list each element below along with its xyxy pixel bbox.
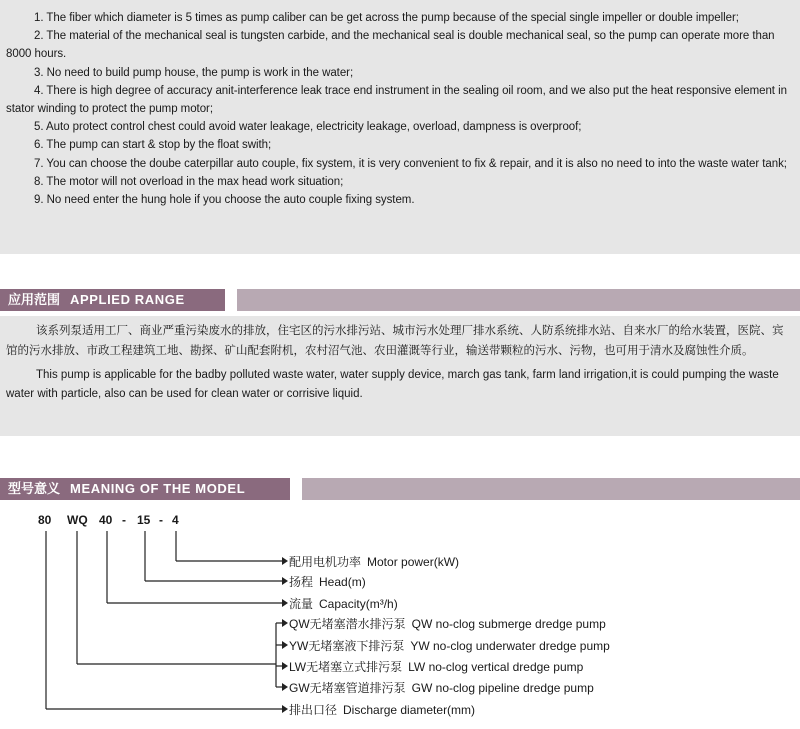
applied-range-header <box>0 289 800 311</box>
model-legend-row: 扬程 Head(m) <box>289 575 366 589</box>
model-code-type: WQ <box>67 513 88 527</box>
applied-range-text-zh: 该系列泵适用工厂、商业严重污染废水的排放，住宅区的污水排污站、城市污水处理厂排水系统、人防系统排水站、自来水厂的给水装置，医院、宾馆的污水排放、市政工程建筑工地、勘探、矿山配套附机，农村沼气池、农田灌溉等行业，输送带颗粒的污水、污物，也可用于清水及腐蚀性介质。 <box>6 325 784 357</box>
feature-item: 2. The material of the mechanical seal is tungsten carbide, and the mechanical seal is double mechanical seal, so the pump can operate more than 8000 hours. <box>6 30 775 61</box>
applied-range-title-zh: 应用范围 <box>8 292 61 307</box>
feature-item: 3. No need to build pump house, the pump is work in the water; <box>34 66 354 79</box>
applied-range-title-en: APPLIED RANGE <box>70 292 185 307</box>
feature-item: 8. The motor will not overload in the max head work situation; <box>34 175 344 188</box>
model-code-size: 80 <box>38 513 52 527</box>
model-legend-row: GW无堵塞管道排污泵 GW no-clog pipeline dredge pump <box>289 681 594 695</box>
header-tail-bar <box>237 289 800 311</box>
model-meaning-title <box>0 478 290 500</box>
features-panel <box>0 0 800 254</box>
model-diagram <box>0 505 800 729</box>
applied-range-panel <box>0 316 800 436</box>
header-divider <box>290 478 302 500</box>
feature-item: 7. You can choose the doube caterpillar auto couple, fix system, it is very convenient to fix & repair, and it is also no need to into the waste water tank; <box>34 157 787 170</box>
model-meaning-title-zh: 型号意义 <box>8 481 61 496</box>
model-legend-row: QW无堵塞潜水排污泵 QW no-clog submerge dredge pump <box>289 617 606 631</box>
model-legend-row: YW无堵塞液下排污泵 YW no-clog underwater dredge pump <box>289 639 610 653</box>
model-legend-row: 配用电机功率 Motor power(kW) <box>289 555 460 569</box>
model-legend-row: 流量 Capacity(m³/h) <box>289 597 398 611</box>
model-legend-row: 排出口径 Discharge diameter(mm) <box>289 703 476 717</box>
model-code-head: 15 <box>137 513 151 527</box>
feature-item: 1. The fiber which diameter is 5 times as pump caliber can be get across the pump because of the special single impeller or double impeller; <box>34 12 739 24</box>
model-code-dash: - <box>122 513 126 527</box>
feature-item: 6. The pump can start & stop by the float swith; <box>34 139 272 152</box>
model-meaning-header <box>0 478 800 500</box>
model-code-dash: - <box>159 513 163 527</box>
model-meaning-title-en: MEANING OF THE MODEL <box>70 481 246 496</box>
header-divider <box>225 289 237 311</box>
applied-range-title <box>0 289 225 311</box>
model-code-capacity: 40 <box>99 513 113 527</box>
feature-item: 9. No need enter the hung hole if you choose the auto couple fixing system. <box>34 194 415 207</box>
feature-item: 5. Auto protect control chest could avoid water leakage, electricity leakage, overload, dampness is overproof; <box>34 121 582 134</box>
model-code-power: 4 <box>172 513 179 527</box>
feature-item: 4. There is high degree of accuracy anit-interference leak trace end instrument in the sealing oil room, and we also put the heat responsive element in stator winding to protect the pump motor; <box>6 84 787 116</box>
applied-range-text-en: This pump is applicable for the badby polluted waste water, water supply device, march gas tank, farm land irrigation,it is could pumping the waste water with particle, also can be used for clean water or corrisive liquid. <box>6 369 779 400</box>
header-tail-bar <box>302 478 800 500</box>
model-legend-row: LW无堵塞立式排污泵 LW no-clog vertical dredge pump <box>289 660 584 674</box>
